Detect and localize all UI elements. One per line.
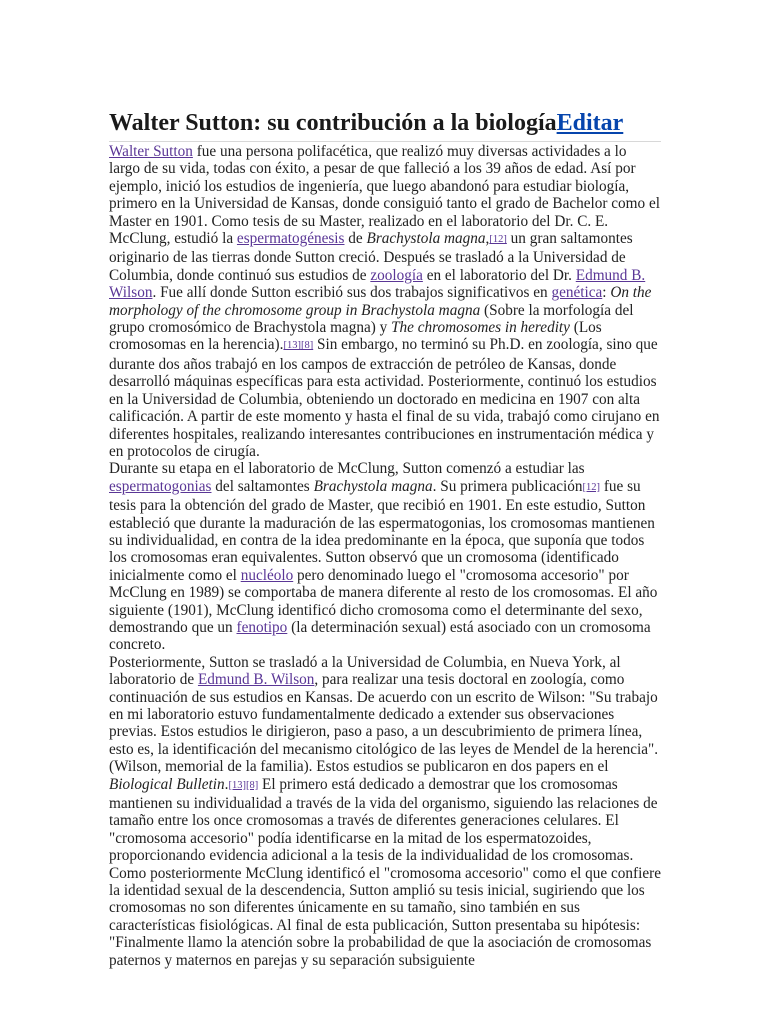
species-name: Brachystola magna [366,230,486,248]
paragraph-text: de [344,230,367,248]
species-name: Brachystola magna [313,477,433,495]
link-espermatogenesis[interactable]: espermatogénesis [236,230,345,248]
paragraph-text: Durante su etapa en el laboratorio de McClung, Sutton comenzó a estudiar las [109,460,585,478]
reference-12[interactable]: [12] [489,234,507,246]
publication-title: On the morphology of the chromosome group in Brachystola magna [109,284,652,319]
paragraph-text: (Sobre la morfología del grupo cromosómico de Brachystola magna) y [109,301,634,337]
reference-13[interactable]: [13] [283,340,301,352]
link-zoologia[interactable]: zoología [370,266,423,284]
paragraph-text: (la determinación sexual) está asociado con un cromosoma concreto. [109,618,651,654]
reference-8[interactable]: [8] [245,779,259,791]
edit-link[interactable]: Editar [556,110,624,136]
article [109,108,661,969]
paragraph-text: fue su tesis para la obtención del grado de Master, que recibió en 1901. En este estudio, Sutton estableció que durante la maduración de las espermatogonias, los cromosomas mantienen su individualidad, en contra de la idea predominante en la época, que suponía que todos los cromosomas eran equivalentes. Sutton observó que un cromosoma (identificado inicialmente como el [109,477,655,584]
paragraph-text: un gran saltamontes originario de las tierras donde Sutton creció. Después se trasladó a la Universidad de Columbia, donde continuó sus estudios de [109,230,633,284]
paragraph-2 [109,460,661,653]
paragraph-text: Posteriormente, Sutton se trasladó a la Universidad de Columbia, en Nueva York, al laboratorio de [109,653,621,689]
paragraph-text: , para realizar una tesis doctoral en zoología, como continuación de sus estudios en Kansas. De acuerdo con un escrito de Wilson: "Su trabajo en mi laboratorio estuvo fundamentalmente dedicado a extender sus observaciones previas. Estos estudios le dirigieron, paso a paso, a un descubrimiento de primera línea, esto es, la identificación del mecanismo citológico de las leyes de Mendel de la herencia". (Wilson, memorial de la familia). Estos estudios se publicaron en dos papers en el [109,671,659,776]
paragraph-text: pero denominado luego el "cromosoma accesorio" por McClung en 1989) se comportaba de manera diferente al resto de los cromosomas. El año siguiente (1901), McClung identificó dicho cromosoma como el determinante del sexo, demostrando que un [109,566,658,636]
reference-13[interactable]: [13] [228,779,246,791]
link-edmund-wilson[interactable]: Edmund B. Wilson [109,266,646,302]
paragraph-3 [109,654,661,969]
paragraph-text: del saltamontes [211,477,314,495]
link-edmund-wilson[interactable]: Edmund B. Wilson [197,671,315,689]
paragraph-text: , [485,230,490,248]
link-fenotipo[interactable]: fenotipo [236,618,288,636]
journal-title: Biological Bulletin [109,775,225,793]
reference-12[interactable]: [12] [582,481,601,493]
link-genetica[interactable]: genética [551,284,603,302]
paragraph-text: . Su primera publicación [432,477,583,495]
paragraph-text: : [602,284,611,302]
reference-8[interactable]: [8] [300,340,314,352]
link-walter-sutton[interactable]: Walter Sutton [109,143,193,160]
paragraph-1 [109,143,661,460]
link-nucleolo[interactable]: nucléolo [240,566,294,584]
paragraph-text: fue una persona polifacética, que realizó muy diversas actividades a lo largo de su vida, todas con éxito, a pesar de que falleció a los 39 años de edad. Así por ejemplo, inició los estudios de ingeniería, que luego abandonó para estudiar biología, primero en la Universidad de Kansas, donde consiguió tanto el grado de Bachelor como el Master en 1901. Como tesis de su Master, realizado en el laboratorio del Dr. C. E. McClung, estudió la [109,143,660,248]
article-body [109,143,661,969]
paragraph-text: (Los cromosomas en la herencia). [109,319,602,354]
paragraph-text: . Fue allí donde Sutton escribió sus dos trabajos significativos en [152,284,552,302]
section-heading [109,108,661,142]
paragraph-text: . [224,775,229,793]
paragraph-text: Sin embargo, no terminó su Ph.D. en zoología, sino que durante dos años trabajó en los campos de extracción de petróleo de Kansas, donde desarrolló máquinas específicas para esta actividad. Posteriormente, continuó los estudios en la Universidad de Columbia, obteniendo un doctorado en medicina en 1907 con alta calificación. A partir de este momento y hasta el final de su vida, trabajó como cirujano en diferentes hospitales, realizando interesantes contribuciones en instrumentación médica y en protocolos de cirugía. [109,336,660,460]
paragraph-text: El primero está dedicado a demostrar que los cromosomas mantienen su individualidad a través de la vida del organismo, siguiendo las relaciones de tamaño entre los once cromosomas a través de diferentes generaciones celulares. El "cromosoma accesorio" podía identificarse en la mitad de los espermatozoides, proporcionando evidencia adicional a la tesis de la individualidad de los cromosomas. Como posteriormente McClung identificó el "cromosoma accesorio" como el que confiere la identidad sexual de la descendencia, Sutton amplió su tesis inicial, sugiriendo que los cromosomas no son diferentes únicamente en su tamaño, sino también en sus características fisiológicas. Al final de esta publicación, Sutton presentaba su hipótesis: "Finalmente llamo la atención sobre la probabilidad de que la asociación de cromosomas paternos y maternos en parejas y su separación subsiguiente [109,775,661,969]
section-title: Walter Sutton: su contribución a la biología [109,110,557,136]
paragraph-text: en el laboratorio del Dr. [422,266,576,284]
link-espermatogonias[interactable]: espermatogonias [109,477,212,495]
publication-title: The chromosomes in heredity [391,319,570,337]
